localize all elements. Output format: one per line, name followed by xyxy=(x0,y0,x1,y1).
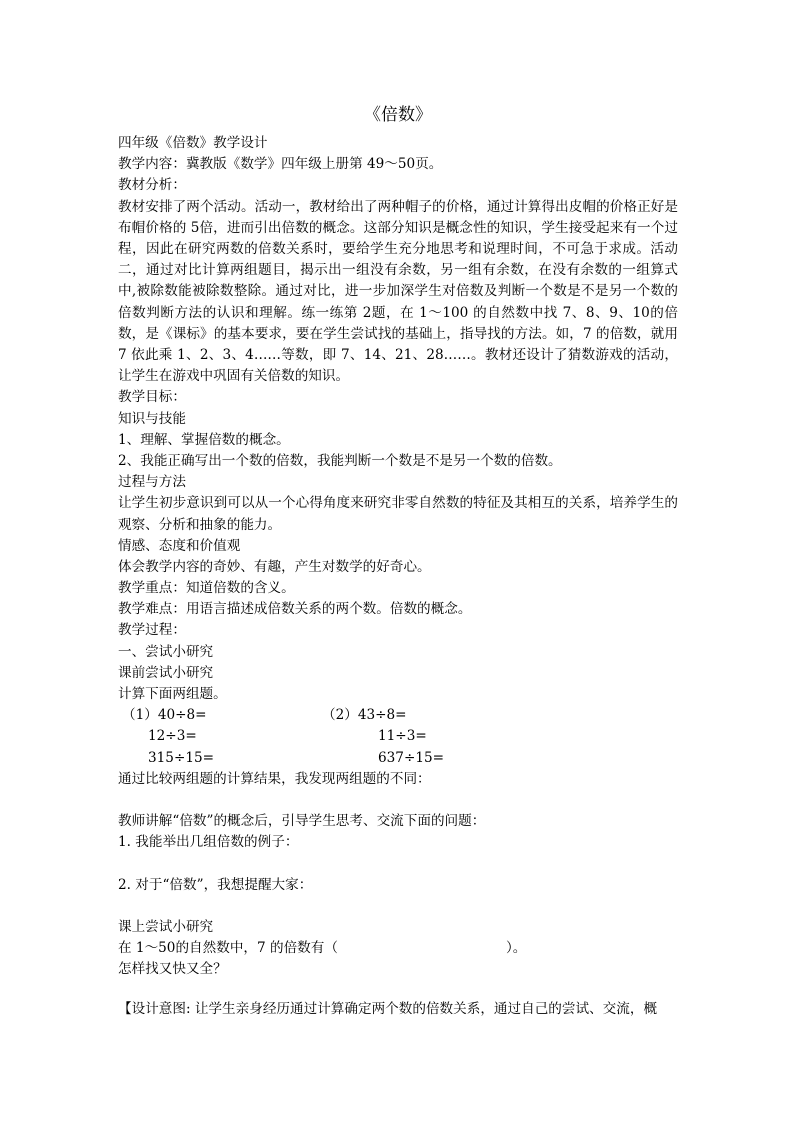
key-point: 教学重点：知道倍数的含义。 xyxy=(118,580,295,597)
pre-class-heading: 课前尝试小研究 xyxy=(118,664,214,681)
calc-cell: （2）43÷8= xyxy=(322,707,407,724)
calc-cell: 637÷15= xyxy=(378,749,445,766)
procedure-heading: 教学过程： xyxy=(118,622,186,639)
goal-item-1: 1、理解、掌握倍数的概念。 xyxy=(118,431,290,448)
goal-item-2: 2、我能正确写出一个数的倍数，我能判断一个数是不是另一个数的倍数。 xyxy=(118,452,562,469)
teacher-text: 教师讲解“倍数”的概念后，引导学生思考、交流下面的问题： xyxy=(118,813,486,830)
difficulty-point: 教学难点：用语言描述成倍数关系的两个数。倍数的概念。 xyxy=(118,601,472,618)
knowledge-heading: 知识与技能 xyxy=(118,410,186,427)
emotion-heading: 情感、态度和价值观 xyxy=(118,537,241,554)
subtitle: 四年级《倍数》教学设计 xyxy=(118,135,268,151)
question-1: 1. 我能举出几组倍数的例子： xyxy=(118,834,299,851)
emotion-paragraph: 体会教学内容的奇妙、有趣，产生对数学的好奇心。 xyxy=(118,558,431,575)
calc-row xyxy=(118,748,678,769)
blank-line xyxy=(118,896,678,917)
in-class-heading: 课上尝试小研究 xyxy=(118,919,214,936)
blank-line xyxy=(118,854,678,875)
find-suffix: ）。 xyxy=(505,940,527,957)
calc-row xyxy=(118,705,678,726)
teaching-content: 教学内容：冀教版《数学》四年级上册第 49～50页。 xyxy=(118,156,443,173)
process-heading: 过程与方法 xyxy=(118,474,186,491)
question-2: 2. 对于“倍数”，我想提醒大家： xyxy=(118,876,313,893)
find-prefix: 在 1～50的自然数中，7 的倍数有（ xyxy=(118,940,338,957)
calc-cell: 12÷3= xyxy=(148,728,197,745)
document-body xyxy=(118,133,678,1020)
calc-cell: （1）40÷8= xyxy=(122,707,207,724)
blank-line xyxy=(118,790,678,811)
analysis-paragraph: 教材安排了两个活动。活动一，教材给出了两种帽子的价格，通过计算得出皮帽的价格正好是布帽价格的 5倍，进而引出倍数的概念。这部分知识是概念性的知识，学生接受起来有一个过程，因此在研究两数的倍数关系时，要给学生充分地思考和说理时间，不可急于求成。活动二，通过对比计算两组题目，揭示出一组没有余数，另一组有余数，在没有余数的一组算式中,被除数能被除数整除。通过对比，进一步加深学生对倍数及判断一个数是不是另一个数的倍数判断方法的认识和理解。练一练第 2题，在 1～100 的自然数中找 7、8、9、10的倍数，是《课标》的基本要求，要在学生尝试找的基础上，指导找的方法。如，7 的倍数，就用 7 依此乘 1、2、3、4……等数，即 7、14、21、28……。教材还设计了猜数游戏的活动，让学生在游戏中巩固有关倍数的知识。 xyxy=(118,198,678,385)
how-question: 怎样找又快又全？ xyxy=(118,961,227,978)
calc-prompt: 计算下面两组题。 xyxy=(118,686,227,703)
compare-text: 通过比较两组题的计算结果，我发现两组题的不同： xyxy=(118,770,431,787)
analysis-heading: 教材分析： xyxy=(118,177,186,194)
process-paragraph: 让学生初步意识到可以从一个心得角度来研究非零自然数的特征及其相互的关系，培养学生的观察、分析和抽象的能力。 xyxy=(118,495,678,533)
document-title: 《倍数》 xyxy=(364,105,432,125)
design-intent: 【设计意图: 让学生亲身经历通过计算确定两个数的倍数关系，通过自己的尝试、交流，概 xyxy=(118,1000,658,1017)
calc-row xyxy=(118,726,678,747)
step-1-heading: 一、尝试小研究 xyxy=(118,643,214,660)
calc-cell: 315÷15= xyxy=(148,749,215,766)
goals-heading: 教学目标： xyxy=(118,389,186,406)
calc-cell: 11÷3= xyxy=(378,728,427,745)
find-multiples-line xyxy=(118,938,678,959)
